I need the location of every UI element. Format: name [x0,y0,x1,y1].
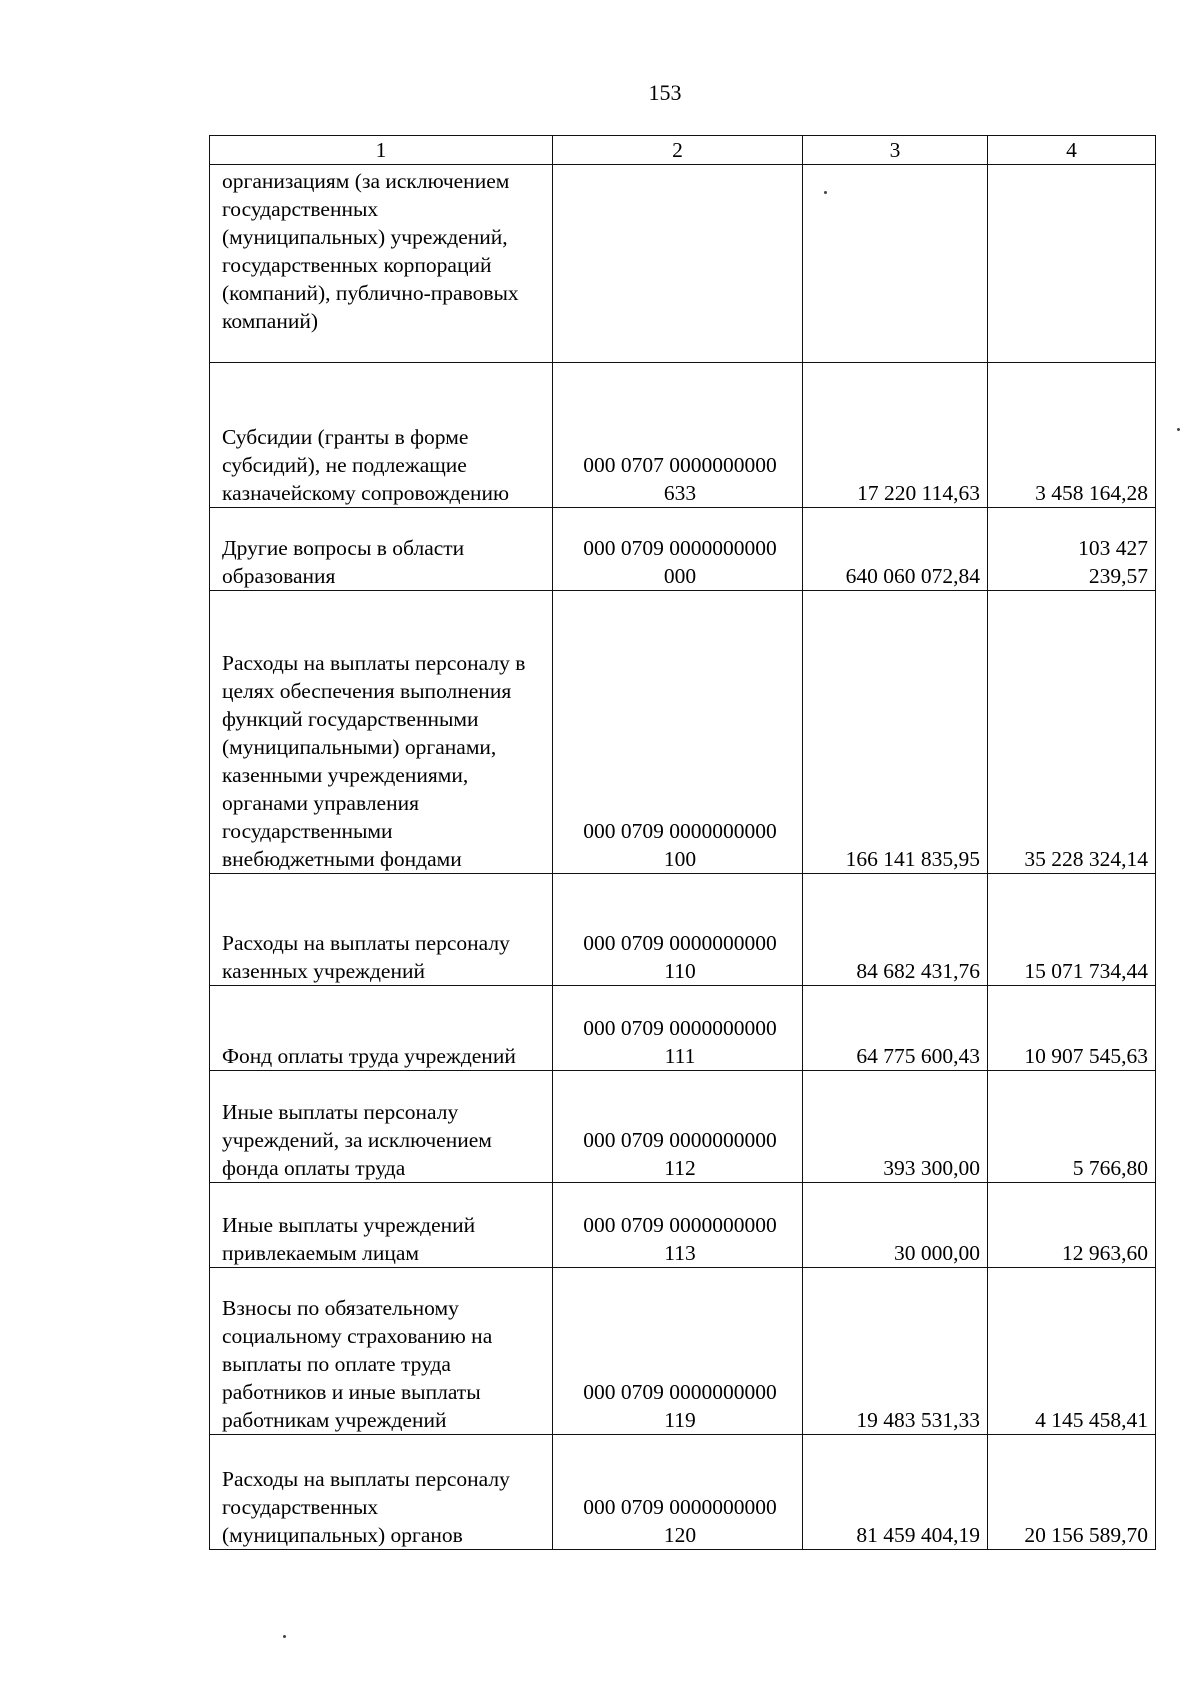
row-code-suffix: 112 [664,1156,696,1180]
column-header-4: 4 [988,136,1156,165]
row-code-cell [553,986,803,1071]
column-header-2: 2 [553,136,803,165]
row-name-cell [210,165,553,363]
row-col3-value: 84 682 431,76 [803,874,988,986]
table-row [210,874,1156,986]
column-header-1: 1 [210,136,553,165]
row-name: Взносы по обязательному социальному страхованию на выплаты по оплате труда работников и иные выплаты работникам учреждений [222,1296,493,1432]
row-col4-value: 10 907 545,63 [988,986,1156,1071]
row-code-cell [553,363,803,508]
row-code-cell [553,1183,803,1268]
table-row [210,508,1156,591]
row-name: организациям (за исключением государственных (муниципальных) учреждений, государственных корпораций (компаний), публично-правовых компаний) [222,169,519,333]
row-name-cell [210,1071,553,1183]
table-row [210,1268,1156,1435]
row-name-cell [210,986,553,1071]
row-col3-value: 393 300,00 [803,1071,988,1183]
row-name-cell [210,363,553,508]
row-code-suffix: 119 [664,1408,696,1432]
row-code-main: 000 0709 0000000000 [583,819,777,843]
row-col4-value: 20 156 589,70 [988,1435,1156,1550]
row-code-main: 000 0709 0000000000 [583,931,777,955]
row-name: Расходы на выплаты персоналу в целях обеспечения выполнения функций государственными (муниципальными) органами, казенными учреждениями, органами управления государственными внебюджетными фондами [222,651,526,871]
row-code-main: 000 0707 0000000000 [583,453,777,477]
row-code-suffix: 111 [664,1044,696,1068]
row-code-main: 000 0709 0000000000 [583,1495,777,1519]
row-name-cell [210,1268,553,1435]
row-col3-value: 30 000,00 [803,1183,988,1268]
table-row [210,165,1156,363]
row-name: Другие вопросы в области образования [222,536,465,588]
row-col4-value: 5 766,80 [988,1071,1156,1183]
table-row [210,1183,1156,1268]
row-code-cell [553,1435,803,1550]
row-col3-value: 19 483 531,33 [803,1268,988,1435]
row-col3-value: 640 060 072,84 [803,508,988,591]
row-code-cell [553,1071,803,1183]
row-name: Фонд оплаты труда учреждений [222,1044,516,1068]
row-code-suffix: 113 [664,1241,696,1265]
row-col4-value-part2: 239,57 [1088,564,1148,588]
scan-speck [824,191,827,194]
table-row [210,591,1156,874]
row-col3-value: 81 459 404,19 [803,1435,988,1550]
row-name: Расходы на выплаты персоналу государственных (муниципальных) органов [222,1467,510,1547]
row-code-main: 000 0709 0000000000 [583,536,777,560]
row-col3-cell [803,165,988,363]
row-col4-value: 3 458 164,28 [988,363,1156,508]
row-name-cell [210,1183,553,1268]
row-code-suffix: 120 [663,1523,697,1547]
row-name: Расходы на выплаты персоналу казенных учреждений [222,931,510,983]
row-code-suffix: 000 [663,564,697,588]
row-col3-value: 64 775 600,43 [803,986,988,1071]
row-code-cell [553,591,803,874]
row-name: Иные выплаты персоналу учреждений, за исключением фонда оплаты труда [222,1100,492,1180]
row-col4-value: 12 963,60 [988,1183,1156,1268]
row-name-cell [210,591,553,874]
row-col3-value: 166 141 835,95 [803,591,988,874]
budget-table [209,135,1156,1550]
row-col4-value: 15 071 734,44 [988,874,1156,986]
row-code-suffix: 100 [663,847,697,871]
row-col4-value: 4 145 458,41 [988,1268,1156,1435]
row-code-cell [553,165,803,363]
row-name: Субсидии (гранты в форме субсидий), не подлежащие казначейскому сопровождению [222,425,510,505]
column-header-3: 3 [803,136,988,165]
page-number: 153 [648,80,682,105]
row-code-cell [553,1268,803,1435]
row-col4-cell [988,165,1156,363]
row-code-main: 000 0709 0000000000 [583,1380,777,1404]
row-code-cell [553,874,803,986]
scan-speck [283,1635,286,1638]
table-row [210,1071,1156,1183]
row-name-cell [210,874,553,986]
row-code-cell [553,508,803,591]
column-number-header-row [210,136,1156,165]
row-name-cell [210,508,553,591]
row-col4-cell [988,508,1156,591]
row-code-main: 000 0709 0000000000 [583,1128,777,1152]
row-col4-value: 35 228 324,14 [988,591,1156,874]
row-code-main: 000 0709 0000000000 [583,1016,777,1040]
row-code-suffix: 633 [663,481,697,505]
row-name-cell [210,1435,553,1550]
row-code-suffix: 110 [664,959,696,983]
table-row [210,363,1156,508]
table-row [210,1435,1156,1550]
table-row [210,986,1156,1071]
scan-speck [1177,428,1180,431]
row-col4-value-part1: 103 427 [1078,536,1148,560]
row-code-main: 000 0709 0000000000 [583,1213,777,1237]
row-name: Иные выплаты учреждений привлекаемым лицам [222,1213,476,1265]
row-col3-value: 17 220 114,63 [803,363,988,508]
